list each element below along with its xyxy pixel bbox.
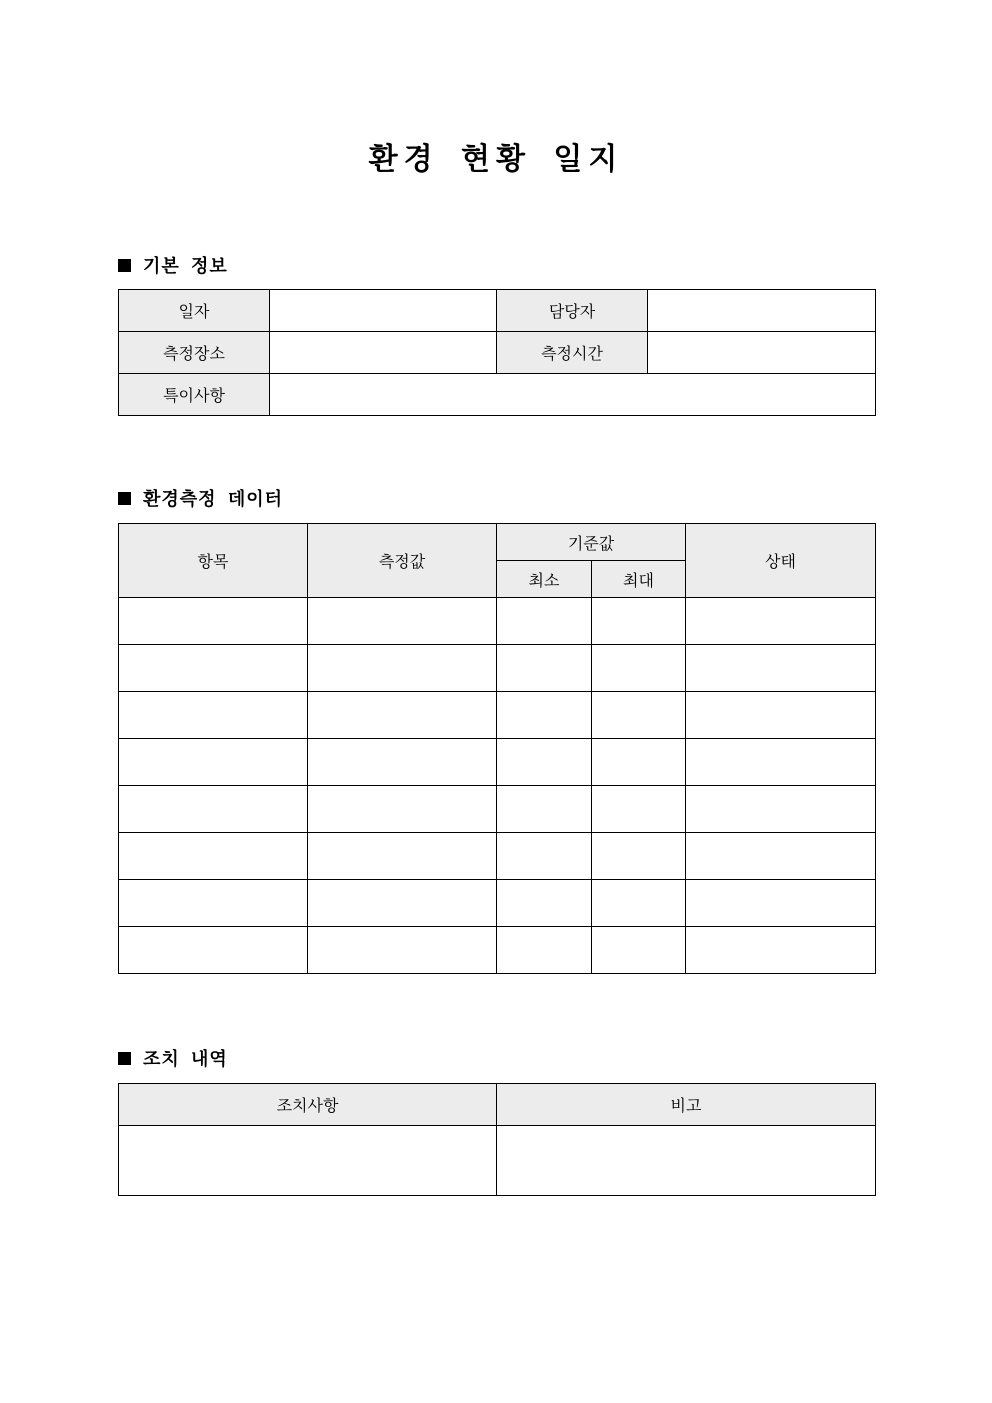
date-field[interactable] [270,290,497,332]
status-cell[interactable] [686,880,876,927]
measured-cell[interactable] [308,598,497,645]
status-cell[interactable] [686,833,876,880]
location-label: 측정장소 [119,332,270,374]
max-cell[interactable] [592,927,686,974]
status-cell[interactable] [686,598,876,645]
square-bullet-icon [118,492,131,505]
square-bullet-icon [118,259,131,272]
manager-field[interactable] [648,290,876,332]
section-heading-env-data [118,486,283,510]
section-heading-basic-info [118,253,228,277]
column-header-remarks: 비고 [497,1084,876,1126]
max-cell[interactable] [592,786,686,833]
max-cell[interactable] [592,645,686,692]
time-field[interactable] [648,332,876,374]
max-cell[interactable] [592,833,686,880]
column-header-max: 최대 [592,561,686,598]
column-header-action: 조치사항 [119,1084,497,1126]
table-row [119,290,876,332]
min-cell[interactable] [497,833,592,880]
measured-cell[interactable] [308,927,497,974]
measured-cell[interactable] [308,739,497,786]
table-header-row [119,524,876,561]
table-row [119,833,876,880]
item-cell[interactable] [119,692,308,739]
square-bullet-icon [118,1052,131,1065]
section-heading-actions [118,1046,228,1070]
table-row [119,598,876,645]
measured-cell[interactable] [308,692,497,739]
item-cell[interactable] [119,786,308,833]
table-row [119,1126,876,1196]
column-header-standard: 기준값 [497,524,686,561]
section-heading-label: 조치 내역 [143,1049,228,1070]
min-cell[interactable] [497,880,592,927]
table-header-row [119,1084,876,1126]
min-cell[interactable] [497,927,592,974]
notes-label: 특이사항 [119,374,270,416]
measured-cell[interactable] [308,880,497,927]
table-row [119,880,876,927]
min-cell[interactable] [497,739,592,786]
table-row [119,739,876,786]
notes-field[interactable] [270,374,876,416]
table-row [119,332,876,374]
date-label: 일자 [119,290,270,332]
basic-info-table [118,289,876,416]
item-cell[interactable] [119,927,308,974]
remarks-field[interactable] [497,1126,876,1196]
column-header-status: 상태 [686,524,876,598]
section-heading-label: 환경측정 데이터 [143,489,283,510]
status-cell[interactable] [686,645,876,692]
item-cell[interactable] [119,645,308,692]
item-cell[interactable] [119,833,308,880]
min-cell[interactable] [497,598,592,645]
measured-cell[interactable] [308,833,497,880]
table-row [119,645,876,692]
max-cell[interactable] [592,739,686,786]
status-cell[interactable] [686,927,876,974]
actions-table [118,1083,876,1196]
table-row [119,692,876,739]
max-cell[interactable] [592,692,686,739]
max-cell[interactable] [592,880,686,927]
table-row [119,374,876,416]
min-cell[interactable] [497,645,592,692]
column-header-measured: 측정값 [308,524,497,598]
env-data-table [118,523,876,974]
status-cell[interactable] [686,739,876,786]
time-label: 측정시간 [497,332,648,374]
measured-cell[interactable] [308,645,497,692]
section-heading-label: 기본 정보 [143,256,228,277]
location-field[interactable] [270,332,497,374]
page-title: 환경 현황 일지 [368,142,624,177]
table-row [119,927,876,974]
measured-cell[interactable] [308,786,497,833]
status-cell[interactable] [686,786,876,833]
status-cell[interactable] [686,692,876,739]
table-row [119,786,876,833]
min-cell[interactable] [497,786,592,833]
column-header-item: 항목 [119,524,308,598]
min-cell[interactable] [497,692,592,739]
item-cell[interactable] [119,739,308,786]
max-cell[interactable] [592,598,686,645]
item-cell[interactable] [119,880,308,927]
item-cell[interactable] [119,598,308,645]
action-field[interactable] [119,1126,497,1196]
manager-label: 담당자 [497,290,648,332]
column-header-min: 최소 [497,561,592,598]
